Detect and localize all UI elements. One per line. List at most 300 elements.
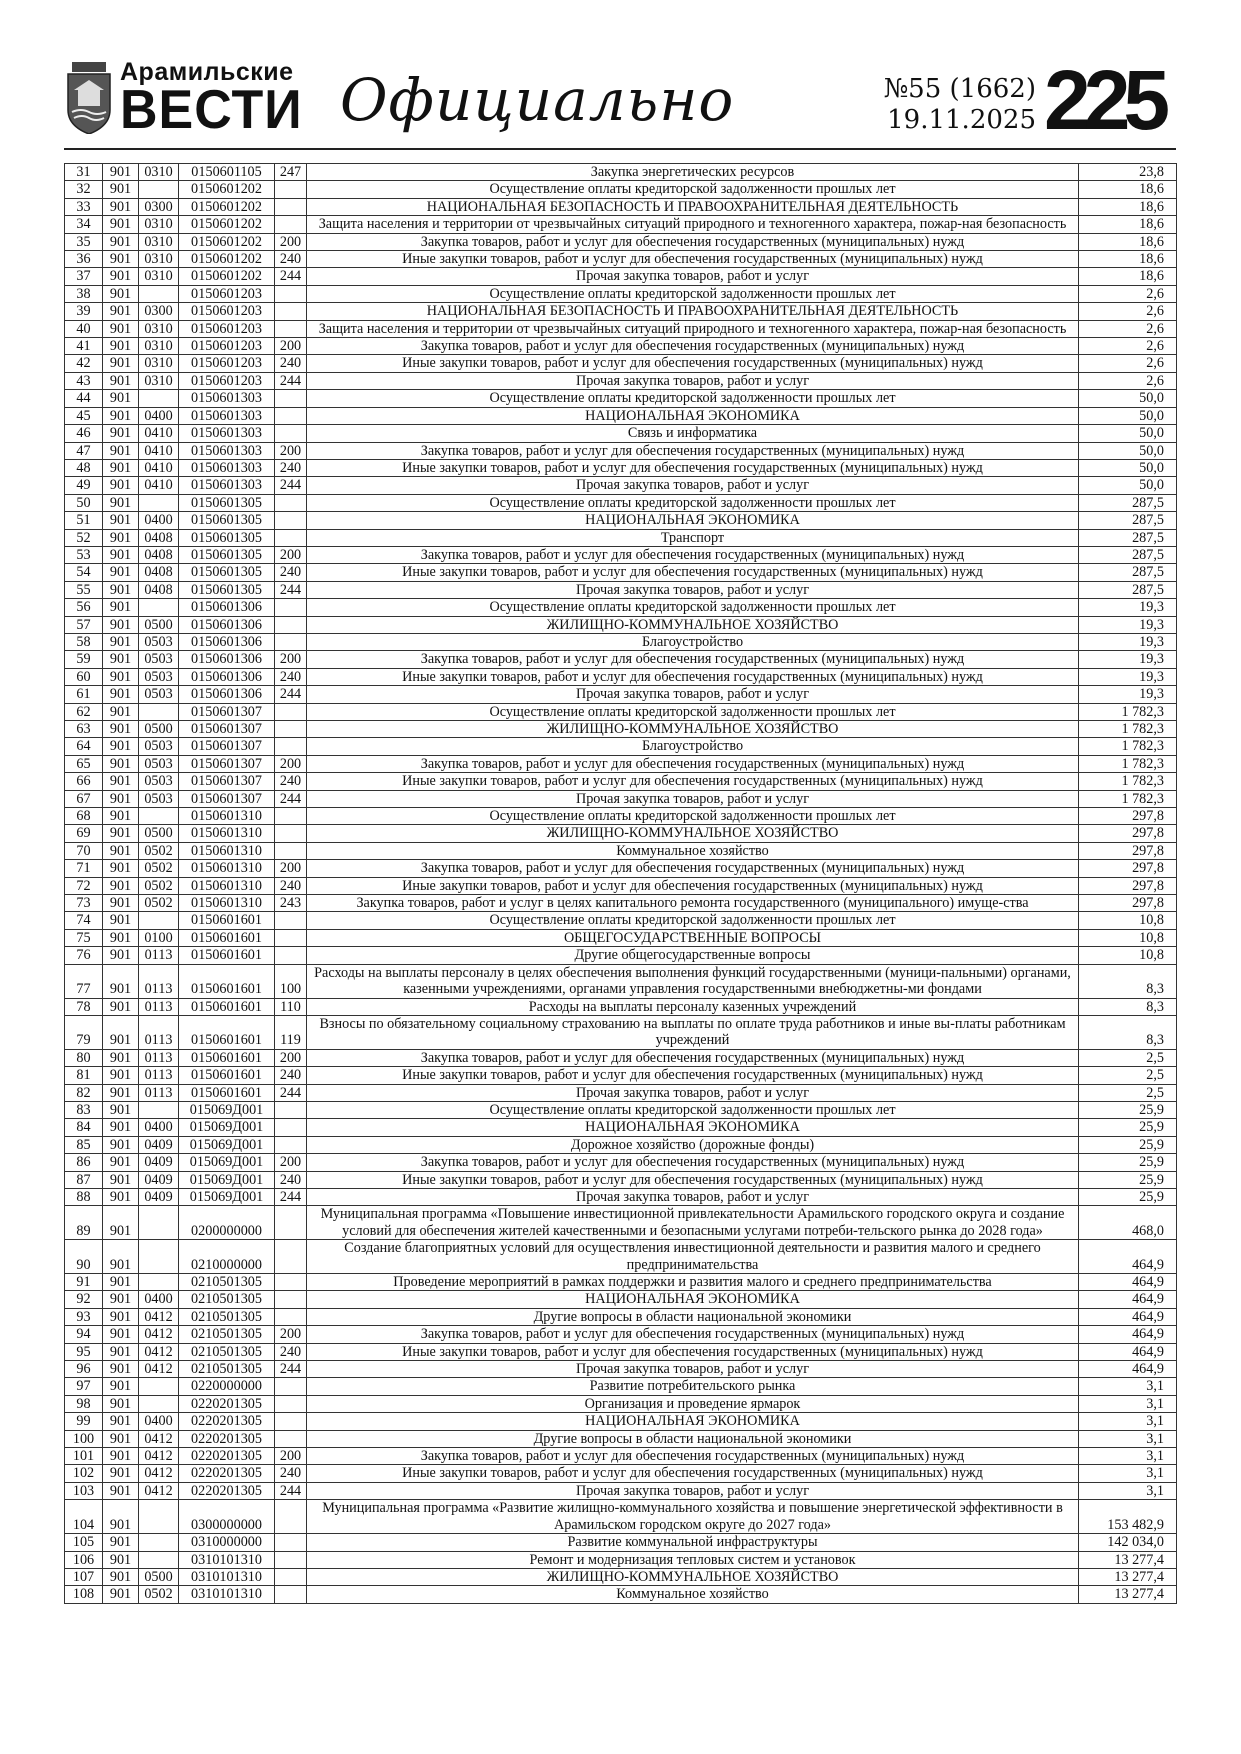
section-code: 0500 bbox=[139, 616, 179, 633]
section-code: 0502 bbox=[139, 842, 179, 859]
target-code: 0150601203 bbox=[179, 320, 275, 337]
amount: 25,9 bbox=[1079, 1171, 1177, 1188]
table-row bbox=[65, 668, 1177, 685]
section-code bbox=[139, 703, 179, 720]
row-number: 34 bbox=[65, 216, 103, 233]
admin-code: 901 bbox=[103, 1448, 139, 1465]
admin-code: 901 bbox=[103, 164, 139, 181]
expense-type bbox=[275, 390, 307, 407]
amount: 25,9 bbox=[1079, 1188, 1177, 1205]
section-code: 0408 bbox=[139, 564, 179, 581]
expense-type bbox=[275, 320, 307, 337]
target-code: 0150601306 bbox=[179, 633, 275, 650]
expense-type bbox=[275, 181, 307, 198]
row-number: 70 bbox=[65, 842, 103, 859]
amount: 25,9 bbox=[1079, 1154, 1177, 1171]
expense-type bbox=[275, 808, 307, 825]
section-code: 0412 bbox=[139, 1361, 179, 1378]
table-row bbox=[65, 1361, 1177, 1378]
section-code: 0500 bbox=[139, 1568, 179, 1585]
amount: 8,3 bbox=[1079, 998, 1177, 1015]
table-row bbox=[65, 1084, 1177, 1101]
admin-code: 901 bbox=[103, 1361, 139, 1378]
expense-type bbox=[275, 1291, 307, 1308]
expense-type: 240 bbox=[275, 564, 307, 581]
target-code: 0150601303 bbox=[179, 425, 275, 442]
item-description: Иные закупки товаров, работ и услуг для обеспечения государственных (муниципальных) нужд bbox=[307, 1171, 1079, 1188]
target-code: 0150601307 bbox=[179, 721, 275, 738]
target-code: 0150601310 bbox=[179, 842, 275, 859]
amount: 25,9 bbox=[1079, 1119, 1177, 1136]
row-number: 61 bbox=[65, 686, 103, 703]
target-code: 0150601310 bbox=[179, 877, 275, 894]
item-description: Другие общегосударственные вопросы bbox=[307, 947, 1079, 964]
item-description: Закупка товаров, работ и услуг для обеспечения государственных (муниципальных) нужд bbox=[307, 338, 1079, 355]
amount: 297,8 bbox=[1079, 877, 1177, 894]
expense-type bbox=[275, 1240, 307, 1274]
table-row bbox=[65, 808, 1177, 825]
item-description: Иные закупки товаров, работ и услуг для обеспечения государственных (муниципальных) нужд bbox=[307, 1343, 1079, 1360]
section-code: 0412 bbox=[139, 1308, 179, 1325]
expense-type: 247 bbox=[275, 164, 307, 181]
expense-type: 244 bbox=[275, 686, 307, 703]
admin-code: 901 bbox=[103, 703, 139, 720]
row-number: 86 bbox=[65, 1154, 103, 1171]
expense-type: 244 bbox=[275, 581, 307, 598]
section-code: 0412 bbox=[139, 1448, 179, 1465]
admin-code: 901 bbox=[103, 1413, 139, 1430]
admin-code: 901 bbox=[103, 546, 139, 563]
table-row bbox=[65, 372, 1177, 389]
section-code: 0412 bbox=[139, 1343, 179, 1360]
expense-type: 240 bbox=[275, 459, 307, 476]
target-code: 015069Д001 bbox=[179, 1171, 275, 1188]
admin-code: 901 bbox=[103, 251, 139, 268]
item-description: Прочая закупка товаров, работ и услуг bbox=[307, 1084, 1079, 1101]
row-number: 45 bbox=[65, 407, 103, 424]
amount: 1 782,3 bbox=[1079, 790, 1177, 807]
section-code: 0400 bbox=[139, 407, 179, 424]
table-row bbox=[65, 1049, 1177, 1066]
admin-code: 901 bbox=[103, 494, 139, 511]
target-code: 0150601601 bbox=[179, 998, 275, 1015]
expense-type: 200 bbox=[275, 860, 307, 877]
issue-date: 19.11.2025 bbox=[887, 105, 1036, 135]
admin-code: 901 bbox=[103, 1482, 139, 1499]
table-row bbox=[65, 633, 1177, 650]
admin-code: 901 bbox=[103, 1136, 139, 1153]
target-code: 0150601307 bbox=[179, 738, 275, 755]
item-description: Транспорт bbox=[307, 529, 1079, 546]
row-number: 103 bbox=[65, 1482, 103, 1499]
table-row bbox=[65, 355, 1177, 372]
table-row bbox=[65, 1240, 1177, 1274]
row-number: 92 bbox=[65, 1291, 103, 1308]
amount: 8,3 bbox=[1079, 964, 1177, 998]
item-description: Благоустройство bbox=[307, 633, 1079, 650]
section-code: 0409 bbox=[139, 1171, 179, 1188]
section-code bbox=[139, 1274, 179, 1291]
target-code: 0150601601 bbox=[179, 947, 275, 964]
target-code: 0150601305 bbox=[179, 581, 275, 598]
section-code: 0502 bbox=[139, 860, 179, 877]
section-code: 0410 bbox=[139, 425, 179, 442]
target-code: 0150601305 bbox=[179, 512, 275, 529]
budget-table bbox=[64, 163, 1177, 1604]
admin-code: 901 bbox=[103, 1551, 139, 1568]
item-description: Иные закупки товаров, работ и услуг для обеспечения государственных (муниципальных) нужд bbox=[307, 773, 1079, 790]
target-code: 0210501305 bbox=[179, 1361, 275, 1378]
item-description: НАЦИОНАЛЬНАЯ БЕЗОПАСНОСТЬ И ПРАВООХРАНИТЕЛЬНАЯ ДЕЯТЕЛЬНОСТЬ bbox=[307, 198, 1079, 215]
amount: 3,1 bbox=[1079, 1430, 1177, 1447]
section-code: 0400 bbox=[139, 512, 179, 529]
expense-type: 240 bbox=[275, 355, 307, 372]
expense-type: 200 bbox=[275, 1326, 307, 1343]
row-number: 102 bbox=[65, 1465, 103, 1482]
target-code: 0150601303 bbox=[179, 442, 275, 459]
item-description: Закупка товаров, работ и услуг для обеспечения государственных (муниципальных) нужд bbox=[307, 1154, 1079, 1171]
row-number: 31 bbox=[65, 164, 103, 181]
item-description: Закупка товаров, работ и услуг для обеспечения государственных (муниципальных) нужд bbox=[307, 1049, 1079, 1066]
table-row bbox=[65, 1206, 1177, 1240]
table-row bbox=[65, 1326, 1177, 1343]
amount: 50,0 bbox=[1079, 390, 1177, 407]
target-code: 0210501305 bbox=[179, 1326, 275, 1343]
item-description: Развитие коммунальной инфраструктуры bbox=[307, 1534, 1079, 1551]
row-number: 107 bbox=[65, 1568, 103, 1585]
table-row bbox=[65, 338, 1177, 355]
section-code: 0113 bbox=[139, 1049, 179, 1066]
table-row bbox=[65, 303, 1177, 320]
row-number: 41 bbox=[65, 338, 103, 355]
row-number: 89 bbox=[65, 1206, 103, 1240]
expense-type bbox=[275, 529, 307, 546]
amount: 50,0 bbox=[1079, 425, 1177, 442]
item-description: Благоустройство bbox=[307, 738, 1079, 755]
expense-type: 200 bbox=[275, 233, 307, 250]
table-row bbox=[65, 216, 1177, 233]
expense-type bbox=[275, 303, 307, 320]
table-row bbox=[65, 860, 1177, 877]
row-number: 78 bbox=[65, 998, 103, 1015]
target-code: 015069Д001 bbox=[179, 1188, 275, 1205]
table-row bbox=[65, 1274, 1177, 1291]
expense-type: 200 bbox=[275, 755, 307, 772]
target-code: 0220201305 bbox=[179, 1448, 275, 1465]
amount: 464,9 bbox=[1079, 1308, 1177, 1325]
row-number: 80 bbox=[65, 1049, 103, 1066]
expense-type bbox=[275, 1534, 307, 1551]
expense-type bbox=[275, 842, 307, 859]
target-code: 0150601203 bbox=[179, 285, 275, 302]
amount: 464,9 bbox=[1079, 1361, 1177, 1378]
row-number: 66 bbox=[65, 773, 103, 790]
target-code: 0150601305 bbox=[179, 564, 275, 581]
target-code: 0150601203 bbox=[179, 355, 275, 372]
expense-type bbox=[275, 494, 307, 511]
row-number: 81 bbox=[65, 1067, 103, 1084]
item-description: Связь и информатика bbox=[307, 425, 1079, 442]
row-number: 65 bbox=[65, 755, 103, 772]
amount: 13 277,4 bbox=[1079, 1568, 1177, 1585]
section-code: 0410 bbox=[139, 442, 179, 459]
target-code: 0150601305 bbox=[179, 494, 275, 511]
section-code: 0400 bbox=[139, 1413, 179, 1430]
row-number: 58 bbox=[65, 633, 103, 650]
admin-code: 901 bbox=[103, 1049, 139, 1066]
admin-code: 901 bbox=[103, 1015, 139, 1049]
target-code: 0220201305 bbox=[179, 1430, 275, 1447]
row-number: 67 bbox=[65, 790, 103, 807]
row-number: 44 bbox=[65, 390, 103, 407]
row-number: 47 bbox=[65, 442, 103, 459]
item-description: Коммунальное хозяйство bbox=[307, 1586, 1079, 1603]
admin-code: 901 bbox=[103, 964, 139, 998]
section-code: 0410 bbox=[139, 477, 179, 494]
target-code: 0150601307 bbox=[179, 790, 275, 807]
item-description: Закупка товаров, работ и услуг для обеспечения государственных (муниципальных) нужд bbox=[307, 860, 1079, 877]
amount: 50,0 bbox=[1079, 442, 1177, 459]
item-description: НАЦИОНАЛЬНАЯ ЭКОНОМИКА bbox=[307, 1413, 1079, 1430]
admin-code: 901 bbox=[103, 1430, 139, 1447]
item-description: Осуществление оплаты кредиторской задолженности прошлых лет bbox=[307, 703, 1079, 720]
expense-type: 244 bbox=[275, 372, 307, 389]
row-number: 105 bbox=[65, 1534, 103, 1551]
admin-code: 901 bbox=[103, 459, 139, 476]
admin-code: 901 bbox=[103, 1206, 139, 1240]
section-code: 0408 bbox=[139, 529, 179, 546]
target-code: 0220201305 bbox=[179, 1413, 275, 1430]
header-divider bbox=[64, 148, 1176, 150]
table-row bbox=[65, 459, 1177, 476]
row-number: 101 bbox=[65, 1448, 103, 1465]
logo-title-big: ВЕСТИ bbox=[120, 79, 303, 141]
page-number: 225 bbox=[1044, 53, 1164, 147]
item-description: Осуществление оплаты кредиторской задолженности прошлых лет bbox=[307, 1101, 1079, 1118]
target-code: 0150601601 bbox=[179, 912, 275, 929]
table-row bbox=[65, 895, 1177, 912]
item-description: Другие вопросы в области национальной экономики bbox=[307, 1430, 1079, 1447]
admin-code: 901 bbox=[103, 790, 139, 807]
amount: 153 482,9 bbox=[1079, 1500, 1177, 1534]
amount: 1 782,3 bbox=[1079, 773, 1177, 790]
admin-code: 901 bbox=[103, 1240, 139, 1274]
table-row bbox=[65, 877, 1177, 894]
table-row bbox=[65, 1568, 1177, 1585]
admin-code: 901 bbox=[103, 998, 139, 1015]
admin-code: 901 bbox=[103, 895, 139, 912]
row-number: 83 bbox=[65, 1101, 103, 1118]
item-description: Муниципальная программа «Повышение инвестиционной привлекательности Арамильского городского округа и создание условий для обеспечения жителей качественными и безопасными услугами потреби-тельского рынка до 2028 года» bbox=[307, 1206, 1079, 1240]
item-description: Иные закупки товаров, работ и услуг для обеспечения государственных (муниципальных) нужд bbox=[307, 668, 1079, 685]
table-row bbox=[65, 1413, 1177, 1430]
expense-type: 244 bbox=[275, 268, 307, 285]
expense-type: 240 bbox=[275, 1067, 307, 1084]
section-code: 0113 bbox=[139, 1067, 179, 1084]
table-row bbox=[65, 912, 1177, 929]
table-row bbox=[65, 581, 1177, 598]
amount: 2,6 bbox=[1079, 285, 1177, 302]
section-code: 0113 bbox=[139, 964, 179, 998]
row-number: 37 bbox=[65, 268, 103, 285]
amount: 2,6 bbox=[1079, 355, 1177, 372]
table-row bbox=[65, 268, 1177, 285]
target-code: 0150601303 bbox=[179, 477, 275, 494]
admin-code: 901 bbox=[103, 929, 139, 946]
row-number: 85 bbox=[65, 1136, 103, 1153]
section-code: 0100 bbox=[139, 929, 179, 946]
table-row bbox=[65, 494, 1177, 511]
expense-type: 119 bbox=[275, 1015, 307, 1049]
table-row bbox=[65, 755, 1177, 772]
item-description: Закупка товаров, работ и услуг для обеспечения государственных (муниципальных) нужд bbox=[307, 1448, 1079, 1465]
table-row bbox=[65, 721, 1177, 738]
expense-type bbox=[275, 738, 307, 755]
amount: 464,9 bbox=[1079, 1291, 1177, 1308]
target-code: 0150601601 bbox=[179, 929, 275, 946]
amount: 13 277,4 bbox=[1079, 1551, 1177, 1568]
row-number: 39 bbox=[65, 303, 103, 320]
section-code: 0408 bbox=[139, 581, 179, 598]
item-description: Прочая закупка товаров, работ и услуг bbox=[307, 790, 1079, 807]
target-code: 0150601202 bbox=[179, 251, 275, 268]
section-code: 0410 bbox=[139, 459, 179, 476]
section-code: 0503 bbox=[139, 633, 179, 650]
item-description: Иные закупки товаров, работ и услуг для обеспечения государственных (муниципальных) нужд bbox=[307, 1465, 1079, 1482]
item-description: Закупка товаров, работ и услуг для обеспечения государственных (муниципальных) нужд bbox=[307, 651, 1079, 668]
item-description: НАЦИОНАЛЬНАЯ ЭКОНОМИКА bbox=[307, 407, 1079, 424]
row-number: 90 bbox=[65, 1240, 103, 1274]
admin-code: 901 bbox=[103, 616, 139, 633]
item-description: Осуществление оплаты кредиторской задолженности прошлых лет bbox=[307, 599, 1079, 616]
admin-code: 901 bbox=[103, 1067, 139, 1084]
expense-type: 244 bbox=[275, 1084, 307, 1101]
target-code: 0220000000 bbox=[179, 1378, 275, 1395]
admin-code: 901 bbox=[103, 320, 139, 337]
expense-type: 110 bbox=[275, 998, 307, 1015]
table-row bbox=[65, 1308, 1177, 1325]
table-row bbox=[65, 790, 1177, 807]
expense-type bbox=[275, 1413, 307, 1430]
target-code: 0150601601 bbox=[179, 964, 275, 998]
section-code: 0502 bbox=[139, 895, 179, 912]
expense-type: 200 bbox=[275, 442, 307, 459]
expense-type bbox=[275, 407, 307, 424]
row-number: 50 bbox=[65, 494, 103, 511]
row-number: 79 bbox=[65, 1015, 103, 1049]
target-code: 0150601202 bbox=[179, 216, 275, 233]
row-number: 77 bbox=[65, 964, 103, 998]
section-code bbox=[139, 912, 179, 929]
section-code: 0503 bbox=[139, 686, 179, 703]
amount: 297,8 bbox=[1079, 895, 1177, 912]
admin-code: 901 bbox=[103, 1084, 139, 1101]
item-description: Закупка товаров, работ и услуг для обеспечения государственных (муниципальных) нужд bbox=[307, 755, 1079, 772]
section-code bbox=[139, 1240, 179, 1274]
section-code: 0502 bbox=[139, 1586, 179, 1603]
row-number: 100 bbox=[65, 1430, 103, 1447]
amount: 1 782,3 bbox=[1079, 721, 1177, 738]
target-code: 0200000000 bbox=[179, 1206, 275, 1240]
item-description: Иные закупки товаров, работ и услуг для обеспечения государственных (муниципальных) нужд bbox=[307, 459, 1079, 476]
section-code bbox=[139, 285, 179, 302]
expense-type: 240 bbox=[275, 1465, 307, 1482]
row-number: 49 bbox=[65, 477, 103, 494]
amount: 3,1 bbox=[1079, 1465, 1177, 1482]
table-row bbox=[65, 1188, 1177, 1205]
expense-type bbox=[275, 425, 307, 442]
item-description: Иные закупки товаров, работ и услуг для обеспечения государственных (муниципальных) нужд bbox=[307, 877, 1079, 894]
expense-type bbox=[275, 1430, 307, 1447]
amount: 50,0 bbox=[1079, 477, 1177, 494]
table-row bbox=[65, 686, 1177, 703]
target-code: 0150601306 bbox=[179, 686, 275, 703]
expense-type: 244 bbox=[275, 1361, 307, 1378]
section-code: 0310 bbox=[139, 338, 179, 355]
page-header bbox=[0, 0, 1241, 160]
expense-type bbox=[275, 825, 307, 842]
amount: 18,6 bbox=[1079, 216, 1177, 233]
expense-type: 200 bbox=[275, 1049, 307, 1066]
amount: 287,5 bbox=[1079, 564, 1177, 581]
section-code: 0310 bbox=[139, 355, 179, 372]
admin-code: 901 bbox=[103, 773, 139, 790]
section-code: 0503 bbox=[139, 738, 179, 755]
table-row bbox=[65, 390, 1177, 407]
section-code: 0500 bbox=[139, 721, 179, 738]
row-number: 32 bbox=[65, 181, 103, 198]
admin-code: 901 bbox=[103, 233, 139, 250]
expense-type bbox=[275, 912, 307, 929]
section-code: 0310 bbox=[139, 216, 179, 233]
admin-code: 901 bbox=[103, 1395, 139, 1412]
table-row bbox=[65, 1551, 1177, 1568]
section-code: 0113 bbox=[139, 1084, 179, 1101]
admin-code: 901 bbox=[103, 1343, 139, 1360]
target-code: 0150601303 bbox=[179, 407, 275, 424]
admin-code: 901 bbox=[103, 1500, 139, 1534]
row-number: 104 bbox=[65, 1500, 103, 1534]
amount: 8,3 bbox=[1079, 1015, 1177, 1049]
amount: 19,3 bbox=[1079, 616, 1177, 633]
section-code: 0409 bbox=[139, 1136, 179, 1153]
target-code: 0300000000 bbox=[179, 1500, 275, 1534]
target-code: 0310101310 bbox=[179, 1551, 275, 1568]
item-description: ЖИЛИЩНО-КОММУНАЛЬНОЕ ХОЗЯЙСТВО bbox=[307, 1568, 1079, 1585]
table-row bbox=[65, 1500, 1177, 1534]
item-description: Ремонт и модернизация тепловых систем и установок bbox=[307, 1551, 1079, 1568]
item-description: Осуществление оплаты кредиторской задолженности прошлых лет bbox=[307, 285, 1079, 302]
table-row bbox=[65, 1482, 1177, 1499]
expense-type: 243 bbox=[275, 895, 307, 912]
target-code: 0150601202 bbox=[179, 198, 275, 215]
expense-type bbox=[275, 1119, 307, 1136]
item-description: Защита населения и территории от чрезвычайных ситуаций природного и техногенного характера, пожар-ная безопасность bbox=[307, 320, 1079, 337]
admin-code: 901 bbox=[103, 947, 139, 964]
amount: 50,0 bbox=[1079, 459, 1177, 476]
item-description: Расходы на выплаты персоналу в целях обеспечения выполнения функций государственными (муници-пальными) органами, казенными учреждениями, органами управления государственными внебюджетны-ми фондами bbox=[307, 964, 1079, 998]
row-number: 97 bbox=[65, 1378, 103, 1395]
amount: 1 782,3 bbox=[1079, 755, 1177, 772]
admin-code: 901 bbox=[103, 216, 139, 233]
target-code: 0150601601 bbox=[179, 1067, 275, 1084]
row-number: 98 bbox=[65, 1395, 103, 1412]
section-code: 0113 bbox=[139, 947, 179, 964]
target-code: 0150601601 bbox=[179, 1015, 275, 1049]
section-code: 0503 bbox=[139, 790, 179, 807]
table-row bbox=[65, 529, 1177, 546]
item-description: Осуществление оплаты кредиторской задолженности прошлых лет bbox=[307, 494, 1079, 511]
